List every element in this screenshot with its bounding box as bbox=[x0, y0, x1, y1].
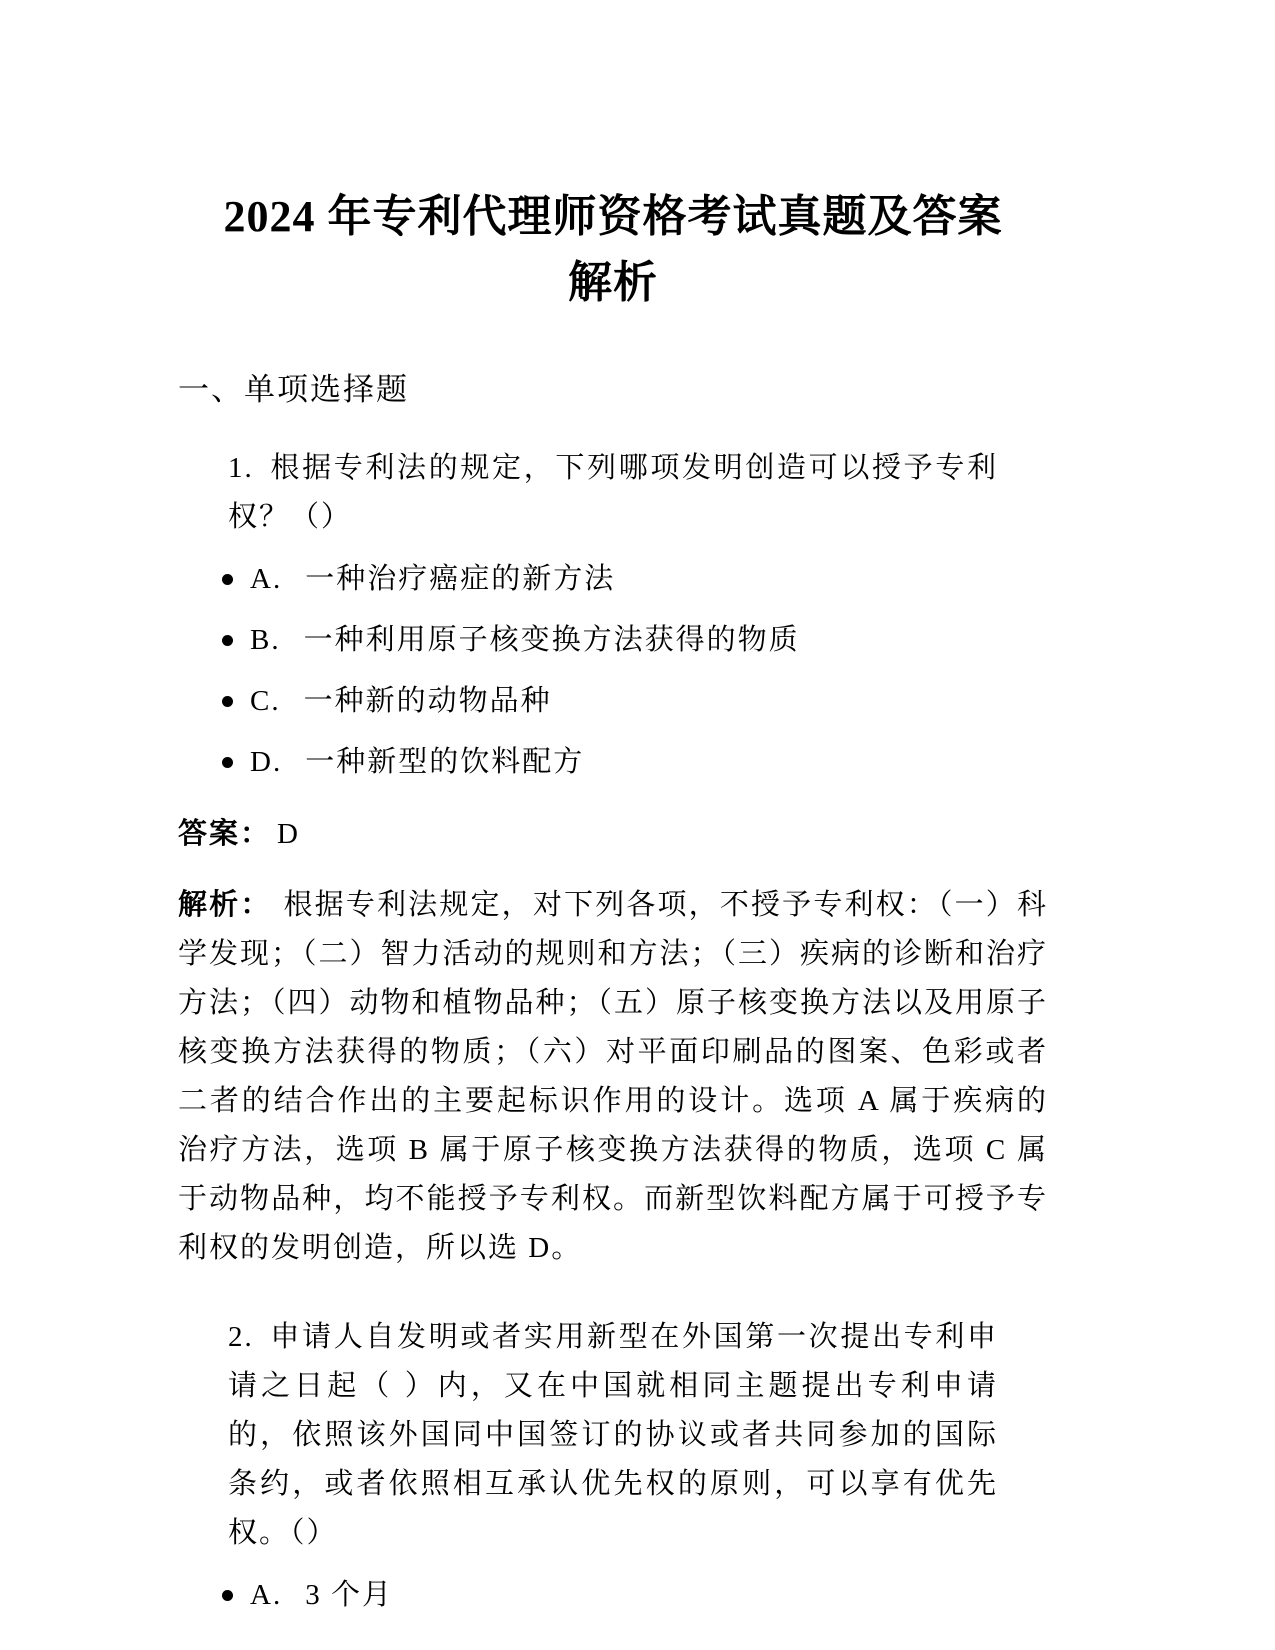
bullet-icon bbox=[222, 635, 233, 646]
answer-value: D bbox=[277, 818, 300, 850]
page-title-line-2: 解析 bbox=[568, 258, 658, 307]
option-d-text: 一种新型的饮料配方 bbox=[305, 746, 585, 778]
option-item-d bbox=[178, 741, 1048, 783]
question-2-text bbox=[228, 1313, 998, 1558]
option-c-text: 一种新的动物品种 bbox=[303, 685, 552, 717]
option-d-label: D. bbox=[250, 746, 283, 778]
option-c-label: C. bbox=[250, 685, 281, 717]
option-a-text: 3 个月 bbox=[305, 1579, 393, 1611]
question-1-body: 根据专利法的规定，下列哪项发明创造可以授予专利权？（） bbox=[228, 452, 998, 533]
question-2-number: 2. bbox=[228, 1321, 254, 1353]
analysis-paragraph bbox=[178, 881, 1048, 1273]
question-2-options bbox=[178, 1574, 1048, 1616]
option-item-c bbox=[178, 680, 1048, 722]
option-item-a bbox=[178, 558, 1048, 600]
bullet-icon bbox=[222, 1590, 233, 1601]
answer-label: 答案： bbox=[178, 818, 272, 850]
bullet-icon bbox=[222, 757, 233, 768]
analysis-text: 根据专利法规定，对下列各项，不授予专利权：（一）科学发现；（二）智力活动的规则和方法；（三）疾病的诊断和治疗方法；（四）动物和植物品种；（五）原子核变换方法以及用原子核变换方法获得的物质；（六）对平面印刷品的图案、色彩或者二者的结合作出的主要起标识作用的设计。选项 A 属于疾病的治疗方法，选项 B 属于原子核变换方法获得的物质，选项 C 属于动物品种，均不能授予专利权。而新型饮料配方属于可授予专利权的发明创造，所以选 D。 bbox=[178, 889, 1049, 1264]
bullet-icon bbox=[222, 696, 233, 707]
option-item-b bbox=[178, 619, 1048, 661]
option-a-label: A. bbox=[250, 563, 283, 595]
question-1 bbox=[178, 444, 1048, 1273]
option-a-text: 一种治疗癌症的新方法 bbox=[305, 563, 616, 595]
question-1-options bbox=[178, 558, 1048, 783]
question-1-text bbox=[228, 444, 998, 542]
option-b-label: B. bbox=[250, 624, 281, 656]
page-title-line-1: 2024 年专利代理师资格考试真题及答案 bbox=[223, 192, 1003, 241]
page-title bbox=[178, 184, 1048, 316]
option-a-label: A. bbox=[250, 1579, 283, 1611]
question-1-number: 1. bbox=[228, 452, 254, 484]
option-b-text: 一种利用原子核变换方法获得的物质 bbox=[303, 624, 800, 656]
question-2-body: 申请人自发明或者实用新型在外国第一次提出专利申请之日起（ ）内，又在中国就相同主题提出专利申请的，依照该外国同中国签订的协议或者共同参加的国际条约，或者依照相互承认优先权的原则，可以享有优先权。（） bbox=[228, 1321, 998, 1549]
question-2 bbox=[178, 1313, 1048, 1616]
option-item-a bbox=[178, 1574, 1048, 1616]
bullet-icon bbox=[222, 574, 233, 585]
analysis-label: 解析： bbox=[178, 889, 272, 921]
answer-line bbox=[178, 813, 1048, 855]
section-heading: 一、单项选择题 bbox=[178, 372, 409, 407]
